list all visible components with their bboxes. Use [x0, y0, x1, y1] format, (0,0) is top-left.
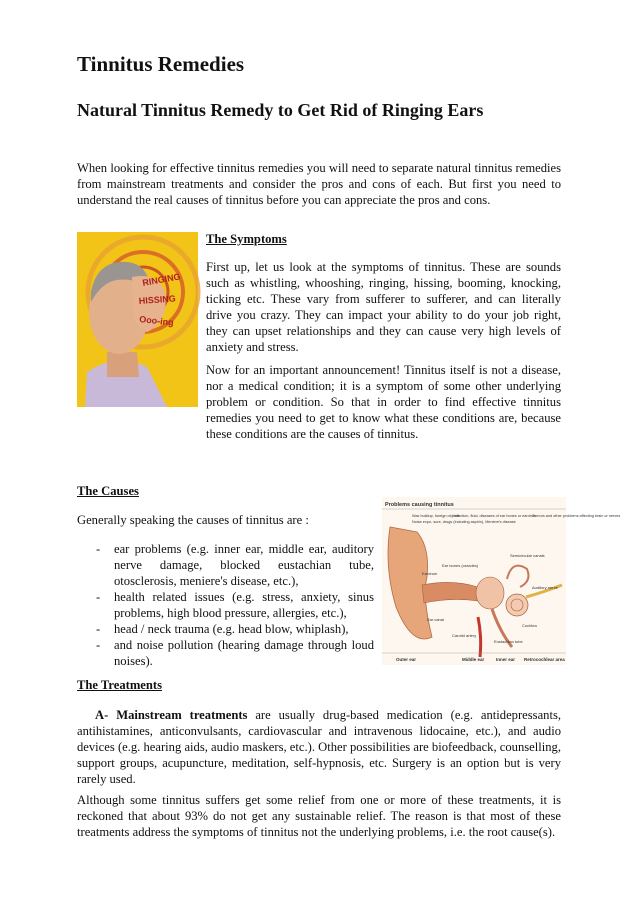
oooing-word: Ooo-ing	[138, 314, 175, 328]
list-item: - health related issues (e.g. stress, anxiety, sinus problems, high blood pressure, allergies, etc.),	[96, 589, 374, 621]
label-middle-ear: Middle ear	[462, 657, 485, 662]
symptoms-paragraph-2: Now for an important announcement! Tinnitus itself is not a disease, nor a medical condition; it is a symptom of some other underlying problem or condition. So that in order to find effective tinnitus remedies you need to get to know what these conditions are, because these conditions are the causes of tinnitus.	[206, 363, 561, 441]
hissing-word: HISSING	[138, 293, 177, 306]
mainstream-text: are usually drug-based medication (e.g. antidepressants, antihistamines, anticonvulsants, cardiovascular and intravenous lidocaine, etc.), and audio devices (e.g. hearing aids, audio maskers, etc.). Other possibilities are biofeedback, counselling, support groups, acupuncture, meditation, self-hypnosis, etc. Surgery is an option but is very rarely used.	[77, 708, 561, 786]
label-eustachian: Eustachian tube	[494, 639, 523, 644]
symptoms-heading: The Symptoms	[206, 232, 287, 246]
list-item: - ear problems (e.g. inner ear, middle ear, auditory nerve damage, blocked eustachian tube, otosclerosis, meniere's disease, etc.),	[96, 541, 374, 589]
label-outer-ear: Outer ear	[396, 657, 417, 662]
mainstream-label: A- Mainstream treatments	[95, 708, 248, 722]
treatments-paragraph-1	[77, 707, 561, 787]
causes-list	[96, 541, 374, 669]
label-wax: Wax buildup, foreign objects	[412, 514, 460, 518]
ear-anatomy-diagram	[382, 497, 621, 665]
label-inner-ear: Inner ear	[496, 657, 516, 662]
causes-heading: The Causes	[77, 484, 139, 498]
label-retrocochlear: Retrocochlear area	[524, 657, 565, 662]
treatments-heading: The Treatments	[77, 678, 163, 692]
page-subtitle: Natural Tinnitus Remedy to Get Rid of Ringing Ears	[77, 100, 484, 120]
list-item: - and noise pollution (hearing damage through loud noises).	[96, 637, 374, 669]
treatments-paragraph-2: Although some tinnitus suffers get some relief from one or more of these treatments, it is reckoned that about 93% do not get any sustainable relief. The reason is that most of these treatments address the symptoms of tinnitus not the underlying problems, i.e. the root cause(s).	[77, 793, 561, 839]
label-earcanal: Ear canal	[427, 617, 444, 622]
label-infection: Infection, fluid, diseases of ear bones or eardrum	[454, 514, 537, 518]
label-cochlea: Cochlea	[522, 623, 537, 628]
label-auditory: Auditory nerve	[532, 585, 558, 590]
label-semicircular: Semicircular canals	[510, 553, 545, 558]
label-tumors: Tumors and other problems affecting brain or nerves	[532, 514, 621, 518]
label-earbones: Ear bones (ossicles)	[442, 563, 479, 568]
list-item: - head / neck trauma (e.g. head blow, whiplash),	[96, 621, 374, 637]
label-noise: Noise expo- sure, drugs (including aspirin), Meniere's disease	[412, 520, 516, 524]
intro-paragraph: When looking for effective tinnitus remedies you will need to separate natural tinnitus remedies from mainstream treatments and consider the pros and cons of each. But first you need to understand the real causes of tinnitus before you can appreciate the pros and cons.	[77, 161, 561, 207]
label-eardrum: Eardrum	[422, 571, 438, 576]
diagram-title: Problems causing tinnitus	[385, 502, 454, 508]
page-title: Tinnitus Remedies	[77, 52, 245, 76]
label-carotid: Carotid artery	[452, 633, 477, 638]
man-holding-ear-photo	[77, 232, 198, 407]
ringing-word: RINGING	[141, 271, 182, 288]
symptoms-paragraph-1: First up, let us look at the symptoms of tinnitus. These are sounds such as whistling, whooshing, ringing, hissing, booming, knocking, ticking etc. These vary from sufferer to sufferer, and can literally drive you crazy. They can impact your ability to do your job right, they can upset relationships and they can cause very high levels of anxiety and stress.	[206, 260, 561, 354]
causes-lead: Generally speaking the causes of tinnitus are :	[77, 513, 309, 527]
